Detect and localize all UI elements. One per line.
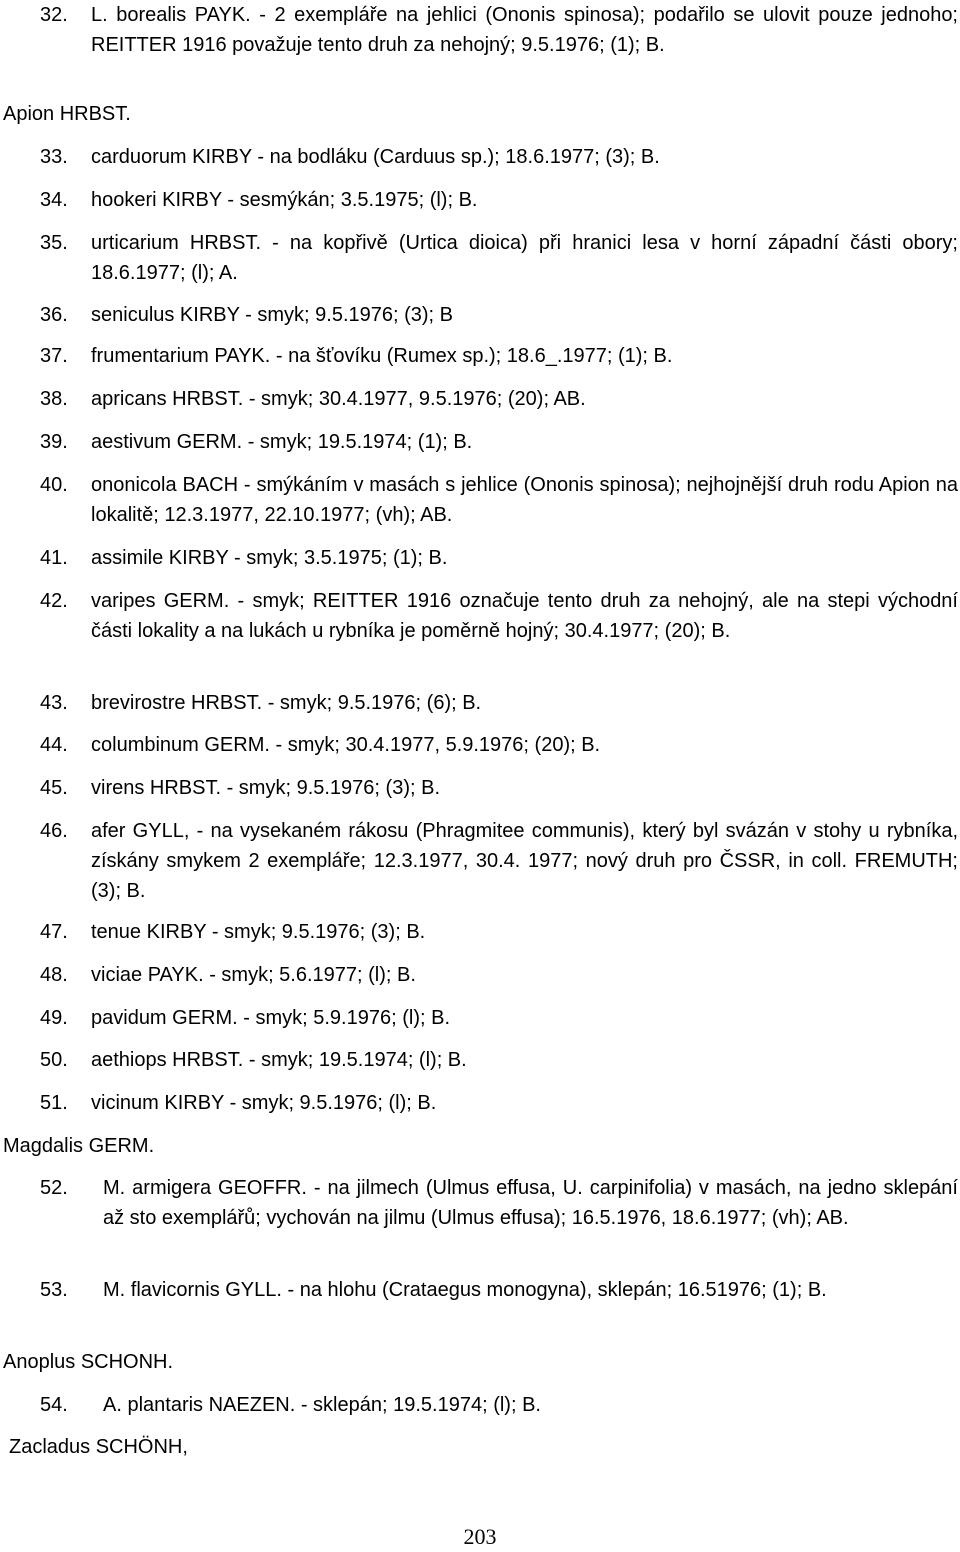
- genus-heading-magdalis: Magdalis GERM.: [3, 1135, 155, 1157]
- entry-number: 44.: [40, 734, 68, 756]
- entry-number: 35.: [40, 232, 68, 254]
- entry-number: 36.: [40, 304, 68, 326]
- entry-number: 45.: [40, 777, 68, 799]
- entry-text: apricans HRBST. - smyk; 30.4.1977, 9.5.1976; (20); AB.: [91, 388, 586, 410]
- entry-text: hookeri KIRBY - sesmýkán; 3.5.1975; (l); B.: [91, 189, 478, 211]
- entry-number: 38.: [40, 388, 68, 410]
- entry-text: brevirostre HRBST. - smyk; 9.5.1976; (6); B.: [91, 692, 482, 714]
- entry-number: 41.: [40, 547, 68, 569]
- entry-text: ononicola BACH - smýkáním v masách s jehlice (Ononis spinosa); nejhojnější druh rodu Apion na lokalitě; 12.3.1977, 22.10.1977; (vh); AB.: [91, 474, 958, 526]
- entry-text: frumentarium PAYK. - na šťovíku (Rumex sp.); 18.6_.1977; (1); B.: [91, 345, 673, 367]
- entry-text: columbinum GERM. - smyk; 30.4.1977, 5.9.1976; (20); B.: [91, 734, 601, 756]
- entry-number: 52.: [40, 1177, 68, 1199]
- entry-number: 49.: [40, 1007, 68, 1029]
- entry-text: varipes GERM. - smyk; REITTER 1916 označuje tento druh za nehojný, ale na stepi východní části lokality a na lukách u rybníka je poměrně hojný; 30.4.1977; (20); B.: [91, 590, 958, 642]
- entry-number: 53.: [40, 1279, 68, 1301]
- entry-text: M. flavicornis GYLL. - na hlohu (Crataegus monogyna), sklepán; 16.51976; (1); B.: [103, 1279, 827, 1301]
- entry-number: 33.: [40, 146, 68, 168]
- entry-text: carduorum KIRBY - na bodláku (Carduus sp.); 18.6.1977; (3); B.: [91, 146, 660, 168]
- entry-text: aethiops HRBST. - smyk; 19.5.1974; (l); B.: [91, 1049, 467, 1071]
- entry-text: L. borealis PAYK. - 2 exempláře na jehlici (Ononis spinosa); podařilo se ulovit pouze jednoho; REITTER 1916 považuje tento druh za nehojný; 9.5.1976; (1); B.: [91, 4, 958, 56]
- entry-text: seniculus KIRBY - smyk; 9.5.1976; (3); B: [91, 304, 454, 326]
- entry-number: 51.: [40, 1092, 68, 1114]
- genus-heading-anoplus: Anoplus SCHONH.: [3, 1351, 174, 1373]
- entry-text: vicinum KIRBY - smyk; 9.5.1976; (l); B.: [91, 1092, 437, 1114]
- entry-number: 54.: [40, 1394, 68, 1416]
- entry-number: 39.: [40, 431, 68, 453]
- entry-number: 34.: [40, 189, 68, 211]
- entry-number: 32.: [40, 4, 68, 26]
- entry-text: pavidum GERM. - smyk; 5.9.1976; (l); B.: [91, 1007, 450, 1029]
- entry-text: urticarium HRBST. - na kopřivě (Urtica dioica) při hranici lesa v horní západní části obory; 18.6.1977; (l); A.: [91, 232, 958, 284]
- entry-number: 47.: [40, 921, 68, 943]
- entry-text: A. plantaris NAEZEN. - sklepán; 19.5.1974; (l); B.: [103, 1394, 541, 1416]
- entry-number: 42.: [40, 590, 68, 612]
- entry-number: 43.: [40, 692, 68, 714]
- entry-text: assimile KIRBY - smyk; 3.5.1975; (1); B.: [91, 547, 448, 569]
- entry-number: 48.: [40, 964, 68, 986]
- entry-text: aestivum GERM. - smyk; 19.5.1974; (1); B.: [91, 431, 473, 453]
- entry-number: 40.: [40, 474, 68, 496]
- genus-heading-apion: Apion HRBST.: [3, 103, 131, 125]
- entry-text: virens HRBST. - smyk; 9.5.1976; (3); B.: [91, 777, 440, 799]
- entry-number: 50.: [40, 1049, 68, 1071]
- page-number: 203: [463, 1524, 497, 1549]
- entry-number: 37.: [40, 345, 68, 367]
- entry-text: afer GYLL, - na vysekaném rákosu (Phragmitee communis), který byl svázán v stohy u rybníka, získány smykem 2 exempláře; 12.3.1977, 30.4. 1977; nový druh pro ČSSR, in coll. FREMUTH; (3); B.: [91, 820, 958, 902]
- entry-text: viciae PAYK. - smyk; 5.6.1977; (l); B.: [91, 964, 416, 986]
- entry-number: 46.: [40, 820, 68, 842]
- genus-heading-zacladus: Zacladus SCHÖNH,: [9, 1436, 188, 1458]
- entry-text: M. armigera GEOFFR. - na jilmech (Ulmus effusa, U. carpinifolia) v masách, na jedno sklepání až sto exemplářů; vychován na jilmu (Ulmus effusa); 16.5.1976, 18.6.1977; (vh); AB.: [103, 1177, 958, 1229]
- entry-text: tenue KIRBY - smyk; 9.5.1976; (3); B.: [91, 921, 426, 943]
